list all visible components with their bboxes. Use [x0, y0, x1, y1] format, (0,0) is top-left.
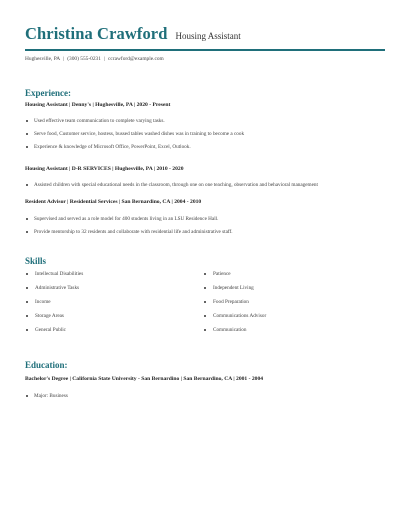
contact-line [25, 56, 164, 62]
contact-separator: | [63, 56, 65, 62]
header-divider [25, 49, 385, 51]
contact-phone: (300) 555-0231 [67, 56, 101, 62]
skill-item: Intellectual Disabilities [23, 270, 83, 284]
skill-item: Storage Areas [23, 312, 83, 326]
education-bullets [25, 392, 68, 405]
list-item: Provide mentorship to 32 residents and collaborate with residential life and administrative staff. [25, 228, 233, 241]
skills-list-right [201, 270, 266, 340]
contact-email[interactable]: ccrawford@example.com [108, 56, 164, 62]
degree-heading: Bachelor's Degree | California State University - San Bernardino | San Bernardino, CA | 2001 - 2004 [25, 376, 264, 382]
list-item: Major: Business [25, 392, 68, 405]
resume-header [25, 24, 385, 44]
job-heading: Housing Assistant | D-R SERVICES | Hughesville, PA | 2010 - 2020 [25, 166, 184, 172]
list-item: Used effective team communication to complete varying tasks. [25, 117, 244, 130]
list-item: Assisted children with special educational needs in the classroom, through one on one teaching, observation and behavioral management [25, 181, 318, 194]
skill-item: Administrative Tasks [23, 284, 83, 298]
skill-item: General Public [23, 326, 83, 340]
skills-list-left [23, 270, 83, 340]
skill-item: Communications Advisor [201, 312, 266, 326]
skill-item: Income [23, 298, 83, 312]
skills-heading: Skills [25, 256, 47, 266]
skill-item: Patience [201, 270, 266, 284]
job-heading: Housing Assistant | Denny's | Hughesville, PA | 2020 - Present [25, 102, 171, 108]
candidate-name: Christina Crawford [25, 24, 168, 43]
contact-location: Hughesville, PA [25, 56, 61, 62]
contact-separator: | [103, 56, 106, 62]
job-bullets [25, 215, 233, 241]
list-item: Experience & knowledge of Microsoft Office, PowerPoint, Excel, Outlook. [25, 143, 244, 156]
candidate-role: Housing Assistant [175, 31, 241, 41]
skill-item: Food Preparation [201, 298, 266, 312]
skill-item: Independent Living [201, 284, 266, 298]
list-item: Supervised and served as a role model for 400 students living in an LSU Residence Hall. [25, 215, 233, 228]
experience-heading: Experience: [25, 88, 71, 98]
skill-item: Communication [201, 326, 266, 340]
job-bullets [25, 181, 318, 194]
job-heading: Resident Advisor | Residential Services | San Bernardino, CA | 2004 - 2010 [25, 199, 202, 205]
education-heading: Education: [25, 360, 68, 370]
list-item: Serve food, Customer service, hostess, bussed tables washed dishes was in training to become a cook [25, 130, 244, 143]
job-bullets [25, 117, 244, 156]
